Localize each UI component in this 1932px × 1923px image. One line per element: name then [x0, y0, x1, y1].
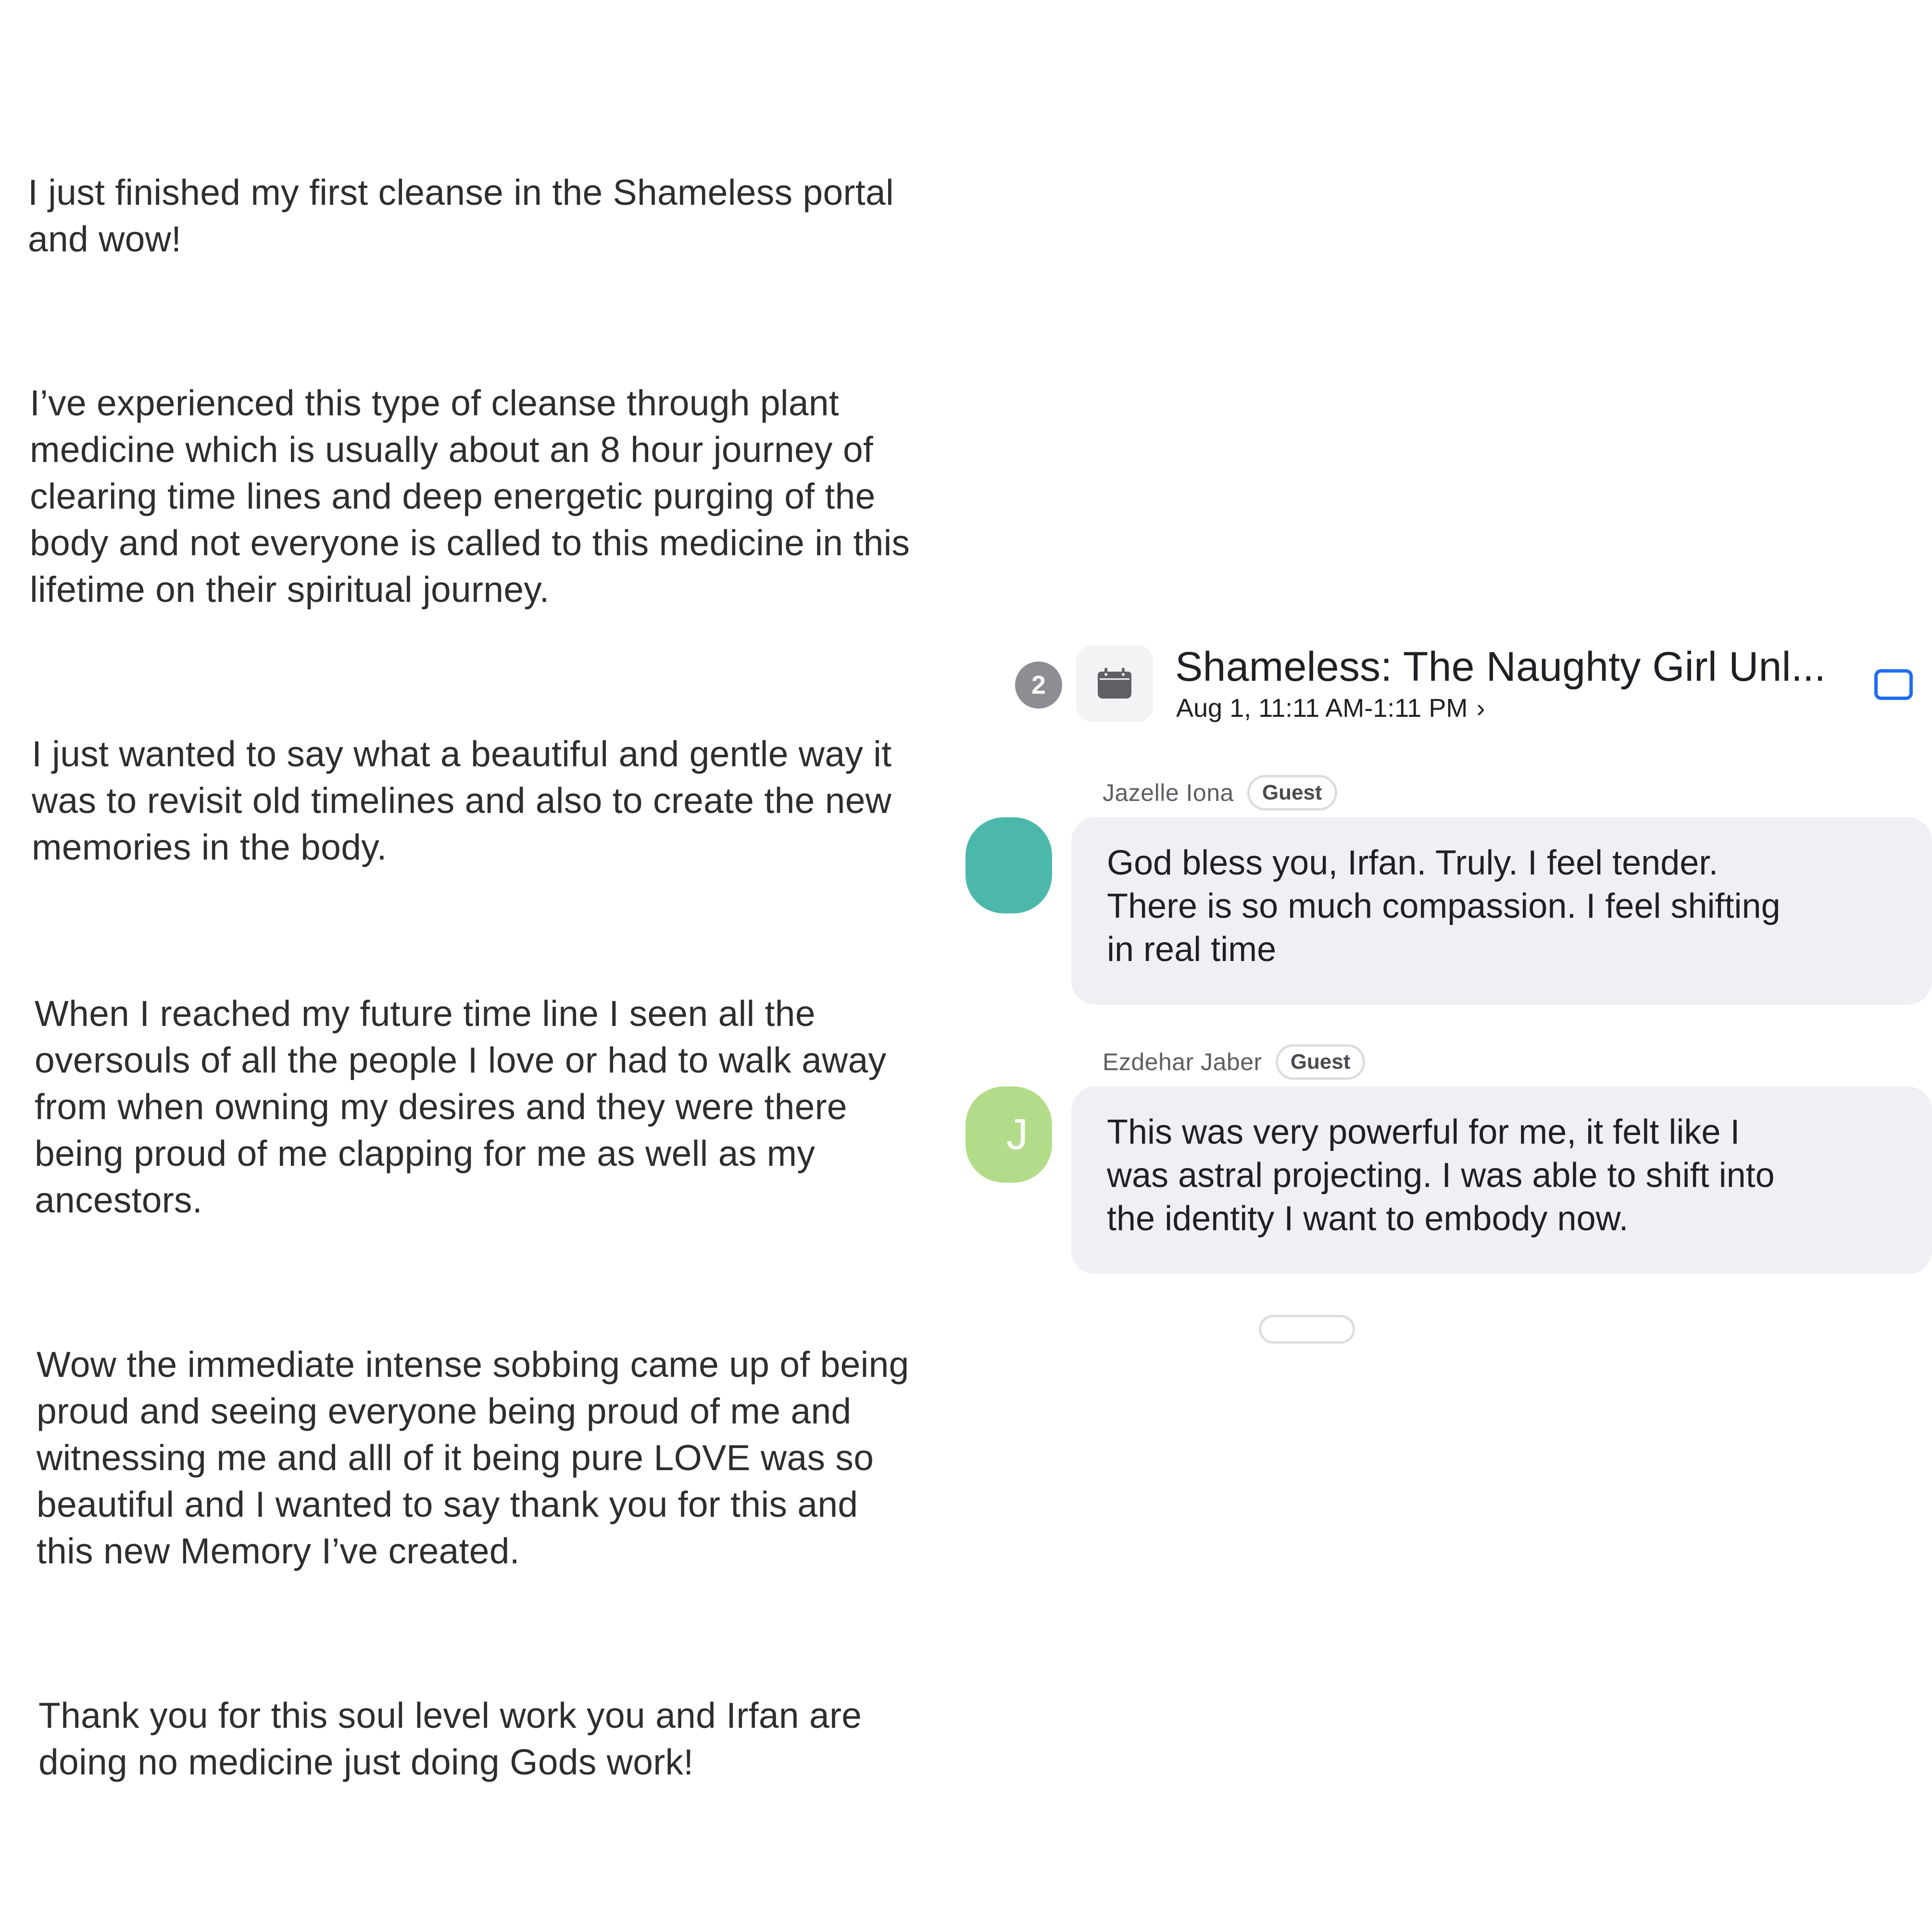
- message-sender-row: [1103, 775, 1337, 811]
- chevron-right-icon: ›: [1476, 694, 1485, 723]
- avatar[interactable]: [966, 817, 1052, 913]
- testimonial-paragraph: I’ve experienced this type of cleanse through plant medicine which is usually about an 8 hour journey of clearing time lines and deep energetic purging of the body and not everyone is called to this medicine in this lifetime on their spiritual journey.: [30, 383, 910, 610]
- guest-badge: Guest: [1276, 1044, 1366, 1080]
- avatar[interactable]: J: [966, 1086, 1052, 1183]
- event-icon-button[interactable]: [1076, 645, 1153, 722]
- testimonial-paragraph: When I reached my future time line I seen all the oversouls of all the people I love or had to walk away from when owning my desires and they were there being proud of me clapping for me as well as my ancestors.: [35, 993, 887, 1220]
- testimonial-paragraph: I just finished my first cleanse in the Shameless portal and wow!: [28, 172, 894, 259]
- sender-name[interactable]: Jazelle Iona: [1103, 779, 1234, 806]
- testimonial-paragraph: I just wanted to say what a beautiful and gentle way it was to revisit old timelines and also to create the new memories in the body.: [32, 734, 892, 867]
- event-title[interactable]: Shameless: The Naughty Girl Unl...: [1175, 644, 1826, 690]
- partial-badge: [1259, 1315, 1355, 1344]
- event-time-text: Aug 1, 11:11 AM-1:11 PM: [1176, 694, 1468, 723]
- window-icon[interactable]: [1874, 669, 1913, 700]
- guest-badge: Guest: [1247, 775, 1337, 811]
- testimonial-paragraph: Wow the immediate intense sobbing came up of being proud and seeing everyone being proud of me and witnessing me and alll of it being pure LOVE was so beautiful and I wanted to say thank you for this and this new Memory I’ve created.: [37, 1344, 909, 1571]
- testimonial-paragraph: Thank you for this soul level work you and Irfan are doing no medicine just doing Gods work!: [38, 1695, 862, 1782]
- unread-count-badge: 2: [1015, 662, 1062, 709]
- sender-name[interactable]: Ezdehar Jaber: [1103, 1049, 1262, 1075]
- message-sender-row: [1103, 1044, 1365, 1080]
- event-time-link[interactable]: [1176, 693, 1485, 723]
- message-bubble[interactable]: God bless you, Irfan. Truly. I feel tender. There is so much compassion. I feel shifting in real time: [1071, 817, 1932, 1005]
- message-bubble[interactable]: This was very powerful for me, it felt like I was astral projecting. I was able to shift into the identity I want to embody now.: [1071, 1086, 1932, 1274]
- chat-panel: [1006, 639, 1923, 1322]
- calendar-icon: [1097, 668, 1132, 699]
